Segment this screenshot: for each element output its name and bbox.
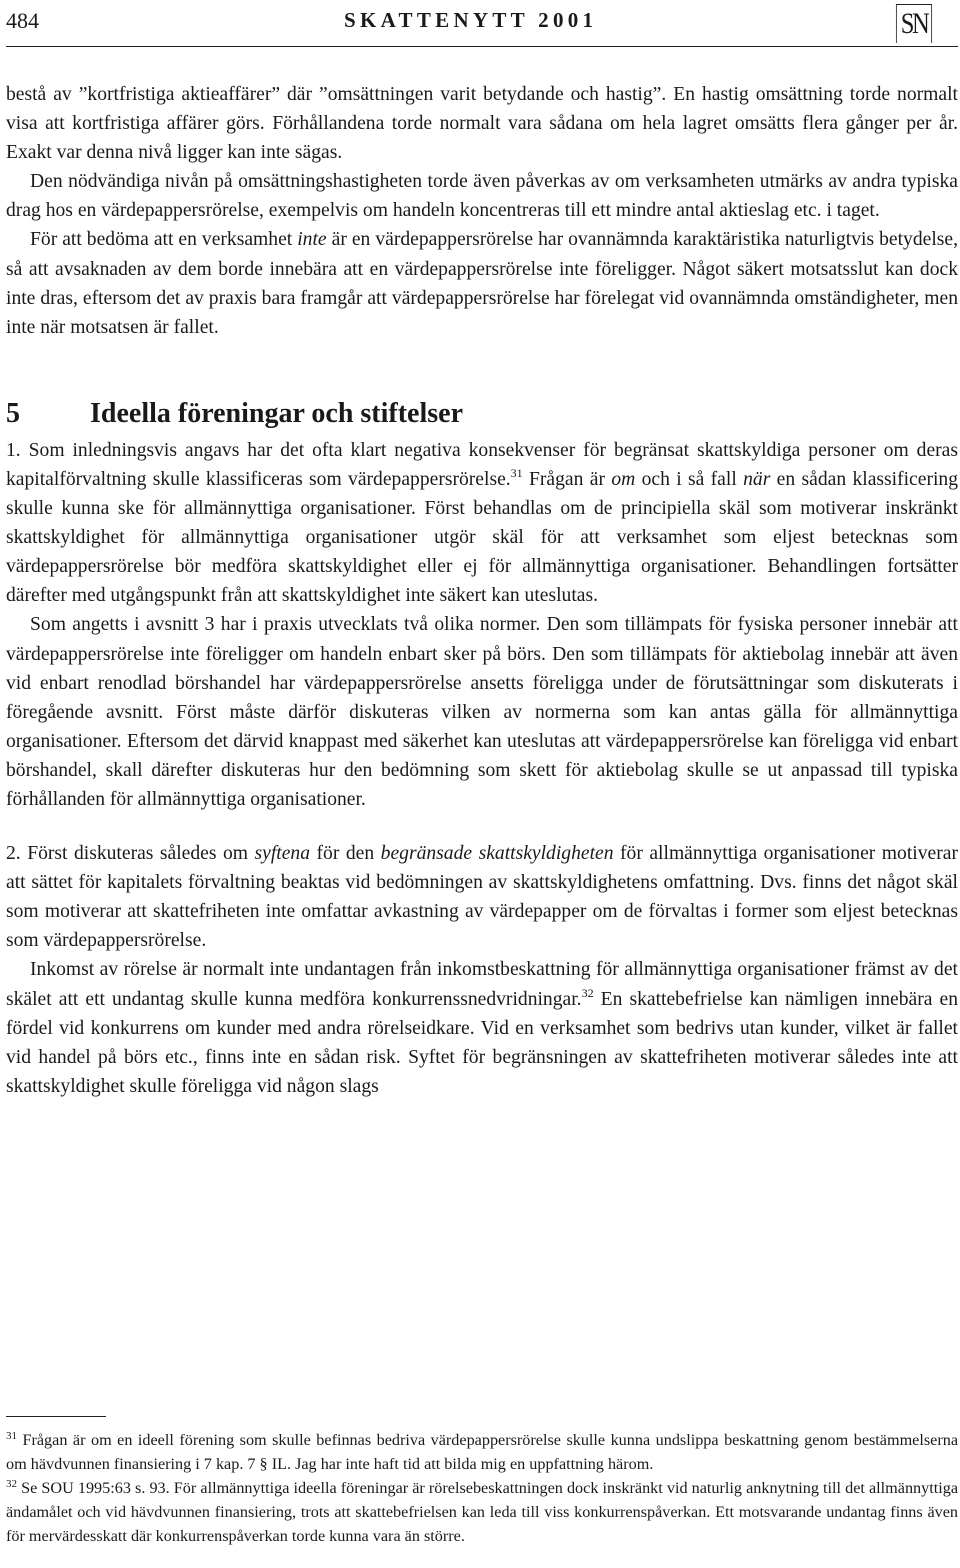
- section-title: Ideella föreningar och stiftelser: [90, 397, 464, 429]
- paragraph: Inkomst av rörelse är normalt inte undantagen från inkomstbeskattning för allmännyttiga organisationer främst av det skälet att ett undantag skulle kunna medföra konkurrenssnedvridningar.$^{32}$ En skattebefrielse kan nämligen innebära en fördel vid konkurrens om kunder med andra rörelseidkare. Vid en verksamhet som bedrivs utan kunder, vilket är fallet vid handel på börs etc., finns inte en sådan risk. Syftet för begränsningen av skattefriheten motiverar således inte att skattskyldighet skulle föreligga vid någon slags: [6, 959, 958, 1097]
- emphasis: om: [611, 468, 636, 490]
- document-page: [6, 0, 959, 1545]
- paragraph: bestå av ”kortfristiga aktieaffärer” där ”omsättningen varit betydande och hastig”. En hastig omsättning torde normalt visa att kortfristiga affärer görs. Förhållandena torde normalt vara sådana om hela lagret omsätts flera gånger per år. Exakt var denna nivå ligger kan inte sägas.: [6, 84, 958, 164]
- paragraph: 1. Som inledningsvis angavs har det ofta klart negativa konsekvenser för begränsat skattskyldiga personer om deras kapitalförvaltning skulle klassificeras som värdepappersrörelse.$^{31}$ Frågan är om och i så fall när en sådan klassificering skulle kunna ske för allmännyttiga organisationer. Först behandlas om de principiella skäl som motiverar inskränkt skattskyldighet för allmännyttiga organisationer utgör skäl för att verksamhet som eljest betecknas som värdepappersrörelse bör medföra skattskyldighet eller ej för allmännyttiga organisationer. Behandlingen fortsätter därefter med utgångspunkt från att skattskyldighet inte säkert kan uteslutas.: [6, 439, 959, 607]
- footnote-ref[interactable]: 31: [510, 465, 523, 480]
- section-number: 5: [6, 397, 20, 429]
- emphasis: inte: [297, 229, 327, 251]
- paragraph: Som angetts i avsnitt 3 har i praxis utvecklats två olika normer. Den som tillämpats för fysiska personer innebär att värdepappersrörelse inte föreligger om handeln enbart sker på börs. Den som tillämpats för aktiebolag innebär att även vid enbart renodlad börshandel har värdepappersrörelse ansetts föreligga under de förutsättningar som diskuterats i föregående avsnitt. Först måste därför diskuteras vilken av normerna som kan antas gälla för allmännyttiga organisationer. Eftersom det därvid knappast med säkerhet kan uteslutas att värdepappersrörelse kan föreligga vid enbart börshandel, skall därefter diskuteras hur den bedömning som skett för aktiebolag skulle se ut anpassad till typiska förhållanden för allmännyttiga organisationer.: [6, 614, 958, 810]
- page-header: [6, 0, 958, 47]
- footnote-31: $^{31}$ Frågan är om en ideell förening som skulle befinnas bedriva värdepappersrörelse skulle kunna undslippa beskattning genom bestämmelserna om hävdvunnen finansiering i 7 kap. 7 § IL. Jag har inte haft tid att bilda mig en uppfattning härom.: [6, 1430, 958, 1473]
- emphasis: när: [743, 468, 771, 490]
- footnote-number: 32: [6, 1478, 17, 1490]
- body-text: [6, 80, 958, 1101]
- footnote-32: $^{32}$ Se SOU 1995:63 s. 93. För allmännyttiga ideella föreningar är rörelsebeskattningen dock inskränkt vid naturlig anknytning till det allmännyttiga ändamålet och vid hävdvunnen finansiering, trots att skattebefrielsen kan leda till viss konkurrenspåverkan. Ett motsvarande undantag finns även för mervärdesskatt där konkurrenspåverkan torde kunna vara än större.: [6, 1478, 958, 1545]
- paragraph: 2. Först diskuteras således om syftena för den begränsade skattskyldigheten för allmännyttiga organisationer motiverar att sättet för kapitalets förvaltning beaktas vid bedömningen av skattskyldighetens omfattning. Dvs. finns det något skäl som motiverar att skattefriheten inte omfattar avkastning av värdepapper om de förvaltas i former som eljest betecknas som värdepappersrörelse.: [6, 843, 958, 952]
- footnote-divider: [6, 1416, 106, 1417]
- journal-logo: SN: [896, 4, 932, 43]
- page-number: 484: [6, 8, 39, 33]
- paragraph: För att bedöma att en verksamhet inte är en värdepappersrörelse har ovannämnda karaktäristika naturligtvis betydelse, så att avsaknaden av dem borde innebära att en värdepappersrörelse inte föreligger. Något säkert motsatsslut kan dock inte dras, eftersom det av praxis bara framgår att värdepappersrörelse har förelegat vid ovannämnda omständigheter, men inte när motsatsen är fallet.: [6, 229, 958, 338]
- section-heading: [6, 396, 958, 432]
- emphasis: syftena: [254, 843, 311, 865]
- paragraph: Den nödvändiga nivån på omsättningshastigheten torde även påverkas av om verksamheten utmärks av andra typiska drag hos en värdepappersrörelse, exempelvis om handeln koncentreras till ett mindre antal aktieslag etc. i taget.: [6, 171, 958, 222]
- footnotes: [6, 1428, 958, 1548]
- footnote-ref[interactable]: 32: [581, 985, 594, 1000]
- journal-title: SKATTENYTT 2001: [344, 8, 598, 32]
- emphasis: begränsade skattskyldigheten: [380, 843, 614, 865]
- footnote-number: 31: [6, 1430, 17, 1442]
